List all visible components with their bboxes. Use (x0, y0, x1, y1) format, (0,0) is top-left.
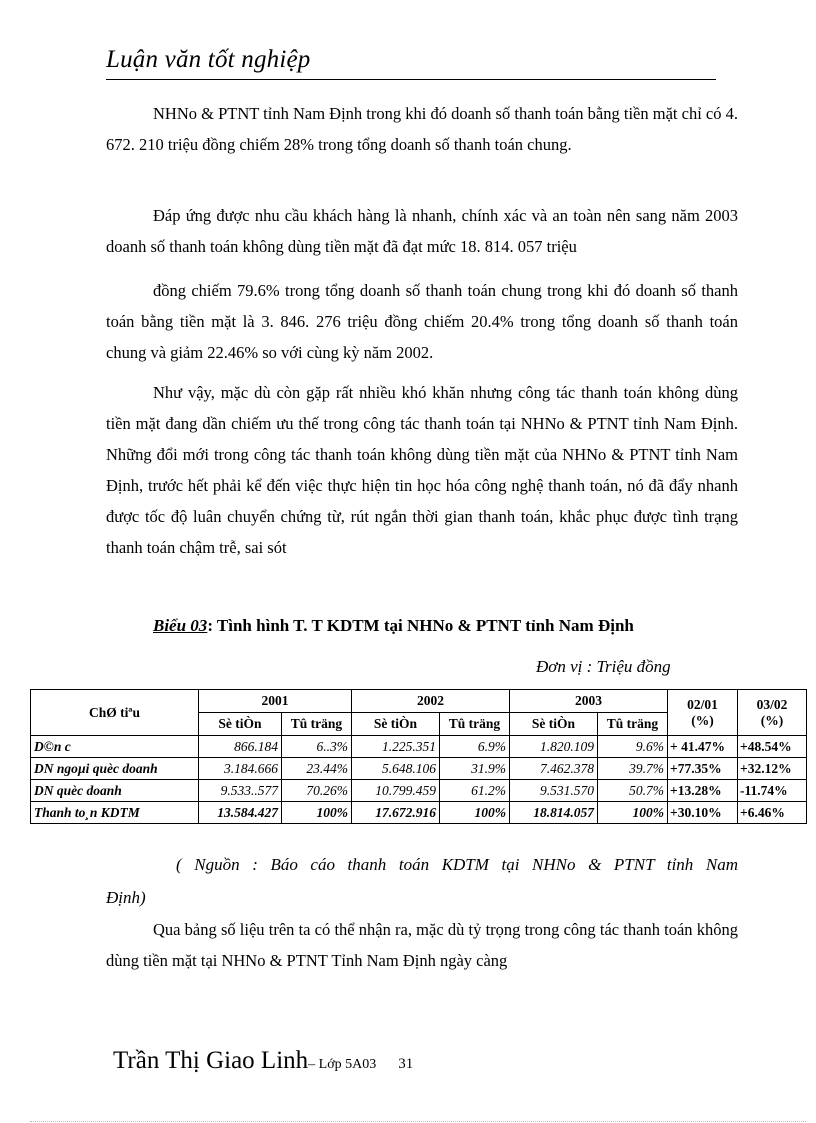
table-cell: 50.7% (598, 780, 668, 802)
table-cell: 9.533..577 (199, 780, 282, 802)
table-cell: 7.462.378 (510, 758, 598, 780)
row-label: DN ngoµi quèc doanh (31, 758, 199, 780)
document-header-title: Luận văn tốt nghiệp (106, 46, 311, 73)
ratio-cell: -11.74% (738, 780, 807, 802)
table-row (31, 758, 807, 780)
table-cell: 10.799.459 (352, 780, 440, 802)
table-cell: 866.184 (199, 736, 282, 758)
table-cell: 9.6% (598, 736, 668, 758)
paragraph-2: Đáp ứng được nhu cầu khách hàng là nhanh, chính xác và an toàn nên sang năm 2003 doanh số thanh toán không dùng tiền mặt đã đạt mức 18. 814. 057 triệu (106, 206, 738, 256)
table-cell: 18.814.057 (510, 802, 598, 824)
subheader-share: Tû träng (598, 713, 668, 736)
paragraph-4: Như vậy, mặc dù còn gặp rất nhiều khó khăn nhưng công tác thanh toán không dùng tiền mặt đang dần chiếm ưu thế trong công tác thanh toán tại NHNo & PTNT tỉnh Nam Định. Những đổi mới trong công tác thanh toán không dùng tiền mặt của NHNo & PTNT tỉnh Nam Định, trước hết phải kể đến việc thực hiện tin học hóa công nghệ thanh toán, nó đã đẩy nhanh được tốc độ luân chuyển chứng từ, rút ngắn thời gian thanh toán, khắc phục được tình trạng thanh toán chậm trễ, sai sót (106, 383, 738, 557)
ratio-cell: + 41.47% (668, 736, 738, 758)
subheader-amount: Sè tiÒn (510, 713, 598, 736)
ratio-cell: +13.28% (668, 780, 738, 802)
table-source-note (106, 848, 738, 914)
table-cell: 6..3% (282, 736, 352, 758)
table-cell: 1.225.351 (352, 736, 440, 758)
header-divider (106, 79, 716, 80)
paragraph-3: đồng chiếm 79.6% trong tổng doanh số thanh toán chung trong khi đó doanh số thanh toán bằng tiền mặt là 3. 846. 276 triệu đồng chiếm 20.4% trong tổng doanh số thanh toán chung và giảm 22.46% so với cùng kỳ năm 2002. (106, 281, 738, 362)
table-row (31, 736, 807, 758)
table-row (31, 780, 807, 802)
subheader-amount: Sè tiÒn (199, 713, 282, 736)
payment-table (30, 689, 807, 824)
table-cell: 5.648.106 (352, 758, 440, 780)
caption-text: : Tình hình T. T KDTM tại NHNo & PTNT tỉnh Nam Định (207, 616, 634, 635)
author-name: Trần Thị Giao Linh (113, 1047, 309, 1074)
source-line-2: Định) (106, 888, 146, 907)
table-cell: 13.584.427 (199, 802, 282, 824)
table-cell: 31.9% (440, 758, 510, 780)
ratio-cell: +30.10% (668, 802, 738, 824)
header-ratio-03-02: 03/02 (%) (738, 690, 807, 736)
table-total-row (31, 802, 807, 824)
row-label: Thanh to¸n KDTM (31, 802, 199, 824)
class-label: – Lớp 5A03 (308, 1057, 377, 1072)
ratio-cell: +6.46% (738, 802, 807, 824)
caption-label: Biểu 03 (153, 616, 208, 635)
header-year-2002: 2002 (352, 690, 510, 713)
source-line-1: ( Nguồn : Báo cáo thanh toán KDTM tại NHNo & PTNT tỉnh Nam (176, 855, 738, 874)
table-caption (153, 616, 634, 636)
page-footer (113, 1047, 413, 1075)
header-year-2003: 2003 (510, 690, 668, 713)
table-cell: 61.2% (440, 780, 510, 802)
table-cell: 100% (282, 802, 352, 824)
header-year-2001: 2001 (199, 690, 352, 713)
ratio-cell: +32.12% (738, 758, 807, 780)
table-cell: 9.531.570 (510, 780, 598, 802)
table-cell: 1.820.109 (510, 736, 598, 758)
page-bottom-divider (30, 1121, 806, 1122)
table-cell: 70.26% (282, 780, 352, 802)
row-label: D©n c (31, 736, 199, 758)
page-number: 31 (398, 1056, 414, 1072)
paragraph-5: Qua bảng số liệu trên ta có thể nhận ra, mặc dù tỷ trọng trong công tác thanh toán không dùng tiền mặt tại NHNo & PTNT Tỉnh Nam Định ngày càng (106, 920, 738, 970)
header-indicator: ChØ tiªu (31, 690, 199, 736)
paragraph-1: NHNo & PTNT tỉnh Nam Định trong khi đó doanh số thanh toán bằng tiền mặt chỉ có 4. 672. 210 triệu đồng chiếm 28% trong tổng doanh số thanh toán chung. (106, 104, 738, 154)
ratio-cell: +48.54% (738, 736, 807, 758)
table-cell: 6.9% (440, 736, 510, 758)
table-cell: 17.672.916 (352, 802, 440, 824)
table-cell: 100% (598, 802, 668, 824)
ratio-cell: +77.35% (668, 758, 738, 780)
header-ratio-02-01: 02/01 (%) (668, 690, 738, 736)
unit-label: Đơn vị : Triệu đồng (536, 657, 671, 676)
subheader-amount: Sè tiÒn (352, 713, 440, 736)
subheader-share: Tû träng (282, 713, 352, 736)
table-cell: 23.44% (282, 758, 352, 780)
table-cell: 100% (440, 802, 510, 824)
row-label: DN quèc doanh (31, 780, 199, 802)
table-cell: 3.184.666 (199, 758, 282, 780)
subheader-share: Tû träng (440, 713, 510, 736)
table-cell: 39.7% (598, 758, 668, 780)
table-header-row (31, 690, 807, 713)
